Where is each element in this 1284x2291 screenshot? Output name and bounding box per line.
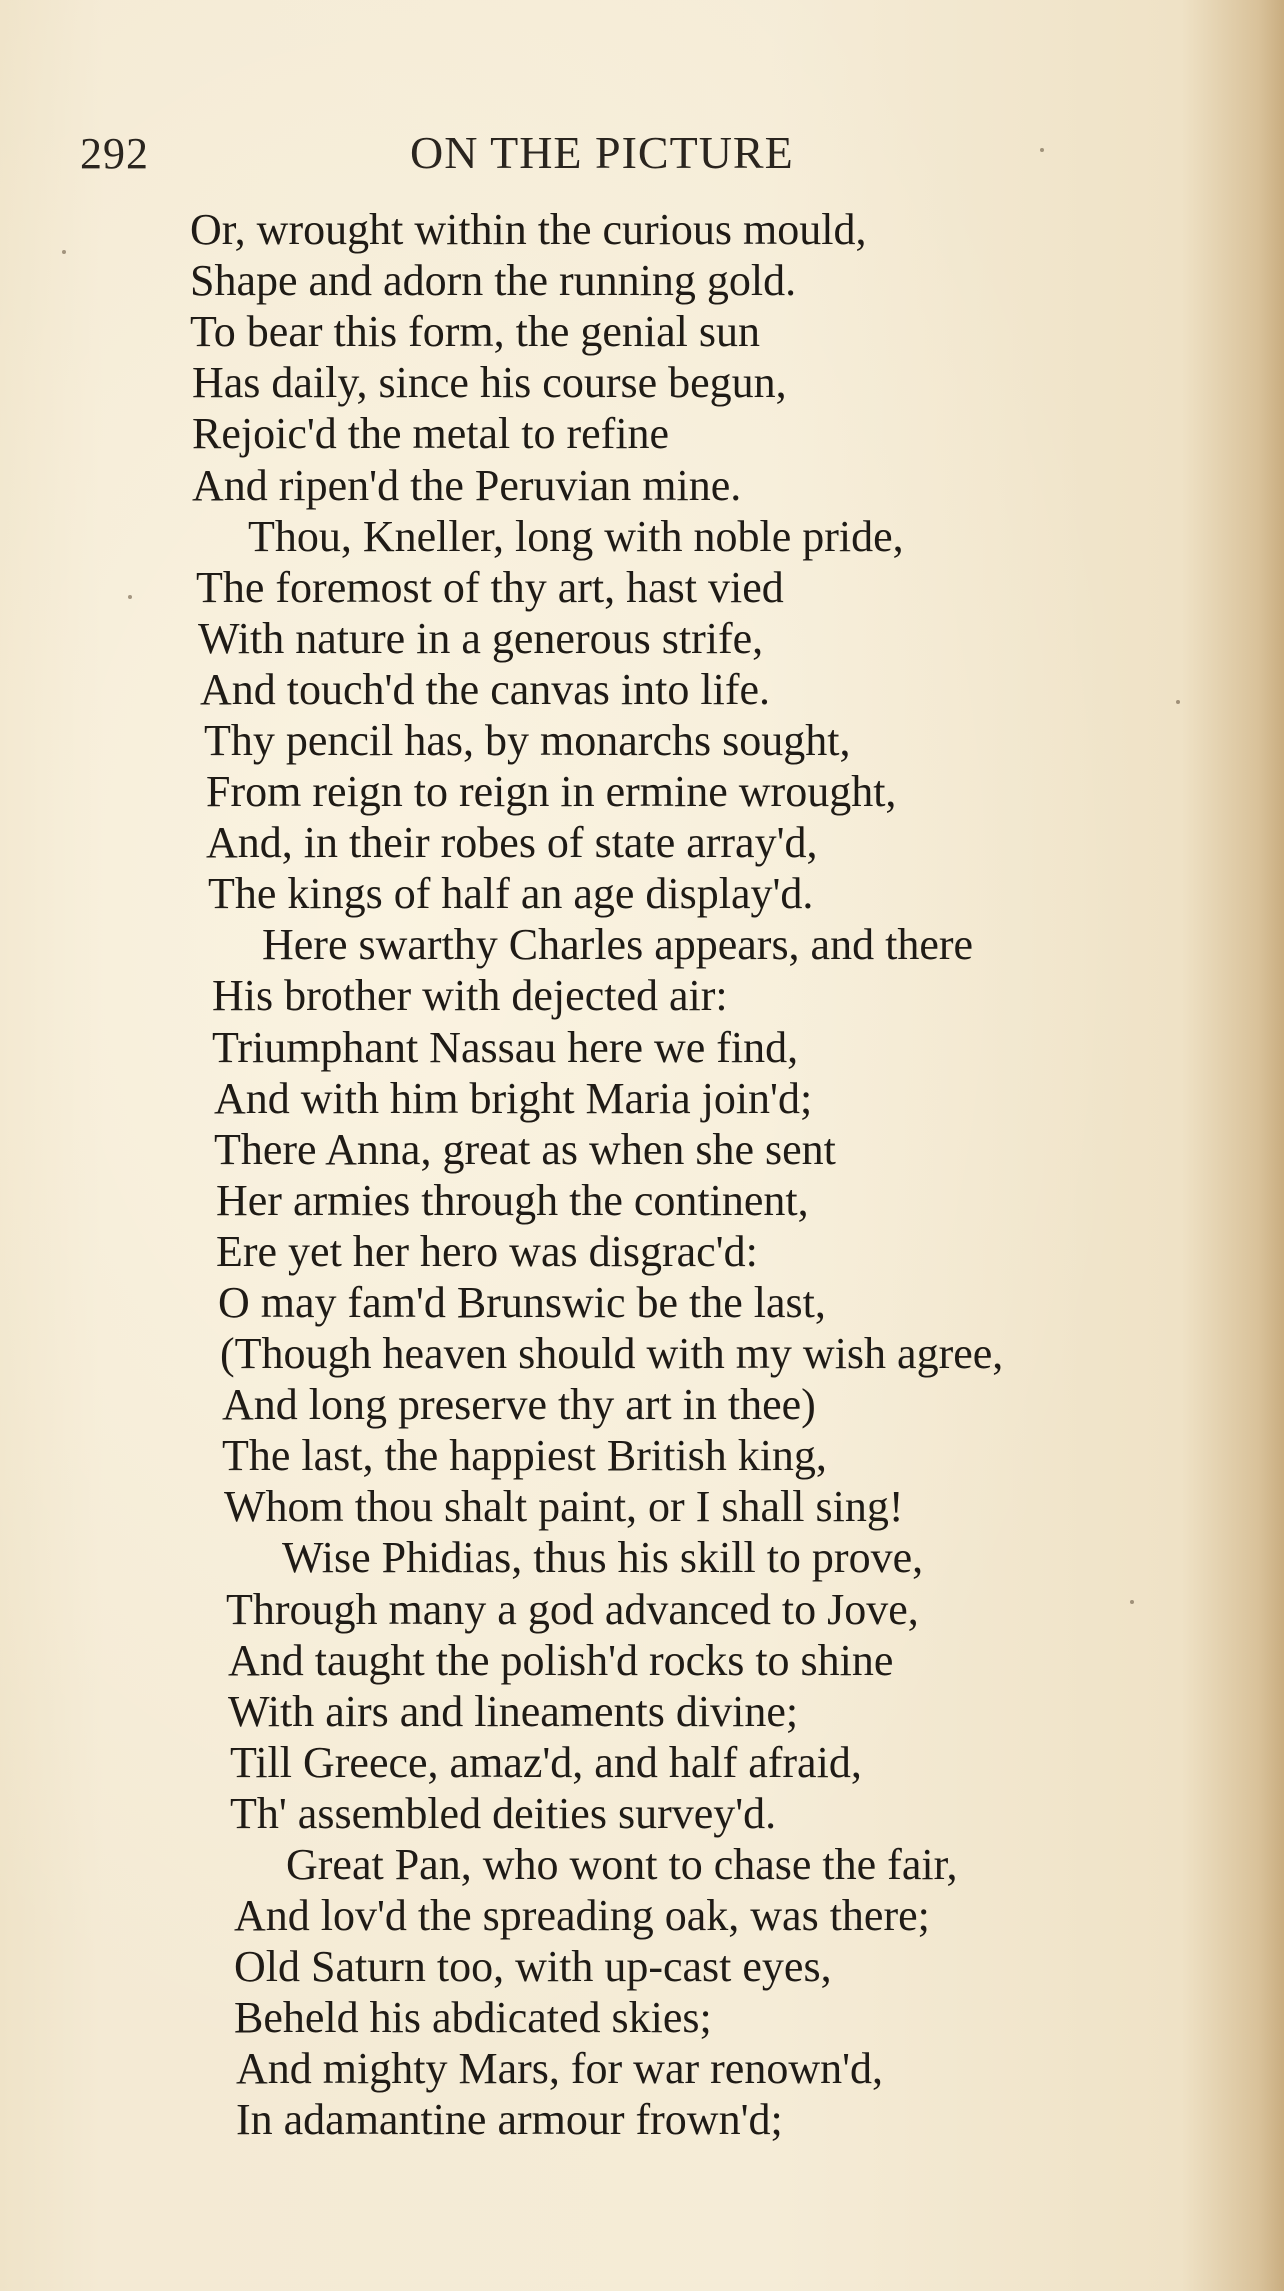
- verse-line: Or, wrought within the curious mould,: [190, 205, 867, 254]
- verse-line: The foremost of thy art, hast vied: [196, 563, 784, 612]
- verse-line: Wise Phidias, thus his skill to prove,: [282, 1533, 924, 1582]
- verse-line: Till Greece, amaz'd, and half afraid,: [230, 1738, 862, 1787]
- verse-line: Ere yet her hero was disgrac'd:: [216, 1227, 758, 1276]
- verse-line: And with him bright Maria join'd;: [214, 1074, 813, 1123]
- paper-speck: [1176, 700, 1180, 704]
- verse-line: And, in their robes of state array'd,: [206, 818, 818, 867]
- running-head: ON THE PICTURE: [410, 127, 794, 178]
- verse-line: Thy pencil has, by monarchs sought,: [204, 716, 851, 765]
- verse-line: To bear this form, the genial sun: [190, 307, 761, 356]
- verse-line: In adamantine armour frown'd;: [236, 2095, 783, 2144]
- verse-line: Through many a god advanced to Jove,: [226, 1585, 919, 1634]
- verse-line: The kings of half an age display'd.: [208, 869, 814, 918]
- verse-line: Has daily, since his course begun,: [192, 358, 787, 407]
- verse-line: There Anna, great as when she sent: [214, 1125, 836, 1174]
- paper-speck: [128, 595, 132, 599]
- verse-line: And ripen'd the Peruvian mine.: [192, 461, 742, 510]
- verse-line: And mighty Mars, for war renown'd,: [236, 2044, 884, 2093]
- verse-line: The last, the happiest British king,: [222, 1431, 827, 1480]
- verse-line: With nature in a generous strife,: [198, 614, 764, 663]
- verse-line: And lov'd the spreading oak, was there;: [234, 1891, 930, 1940]
- verse-line: Old Saturn too, with up-cast eyes,: [234, 1942, 832, 1991]
- verse-line: Th' assembled deities survey'd.: [230, 1789, 777, 1838]
- verse-line: With airs and lineaments divine;: [228, 1687, 799, 1736]
- verse-line: Triumphant Nassau here we find,: [212, 1023, 799, 1072]
- verse-line: And touch'd the canvas into life.: [200, 665, 771, 714]
- verse-line: Shape and adorn the running gold.: [190, 256, 797, 305]
- verse-line: From reign to reign in ermine wrought,: [206, 767, 897, 816]
- verse-line: (Though heaven should with my wish agree,: [220, 1329, 1004, 1378]
- verse-line: Great Pan, who wont to chase the fair,: [286, 1840, 958, 1889]
- paper-speck: [62, 250, 66, 254]
- verse-line: And taught the polish'd rocks to shine: [228, 1636, 894, 1685]
- verse-line: O may fam'd Brunswic be the last,: [218, 1278, 826, 1327]
- paper-speck: [1130, 1600, 1134, 1604]
- verse-line: Whom thou shalt paint, or I shall sing!: [224, 1482, 904, 1531]
- verse-line: Thou, Kneller, long with noble pride,: [248, 512, 904, 561]
- verse-line: Here swarthy Charles appears, and there: [262, 920, 974, 969]
- verse-line: His brother with dejected air:: [212, 971, 728, 1020]
- verse-line: Her armies through the continent,: [216, 1176, 809, 1225]
- verse-line: And long preserve thy art in thee): [222, 1380, 816, 1429]
- verse-line: Rejoic'd the metal to refine: [192, 409, 670, 458]
- page-number: 292: [80, 129, 149, 178]
- paper-speck: [1040, 148, 1044, 152]
- verse-line: Beheld his abdicated skies;: [234, 1993, 712, 2042]
